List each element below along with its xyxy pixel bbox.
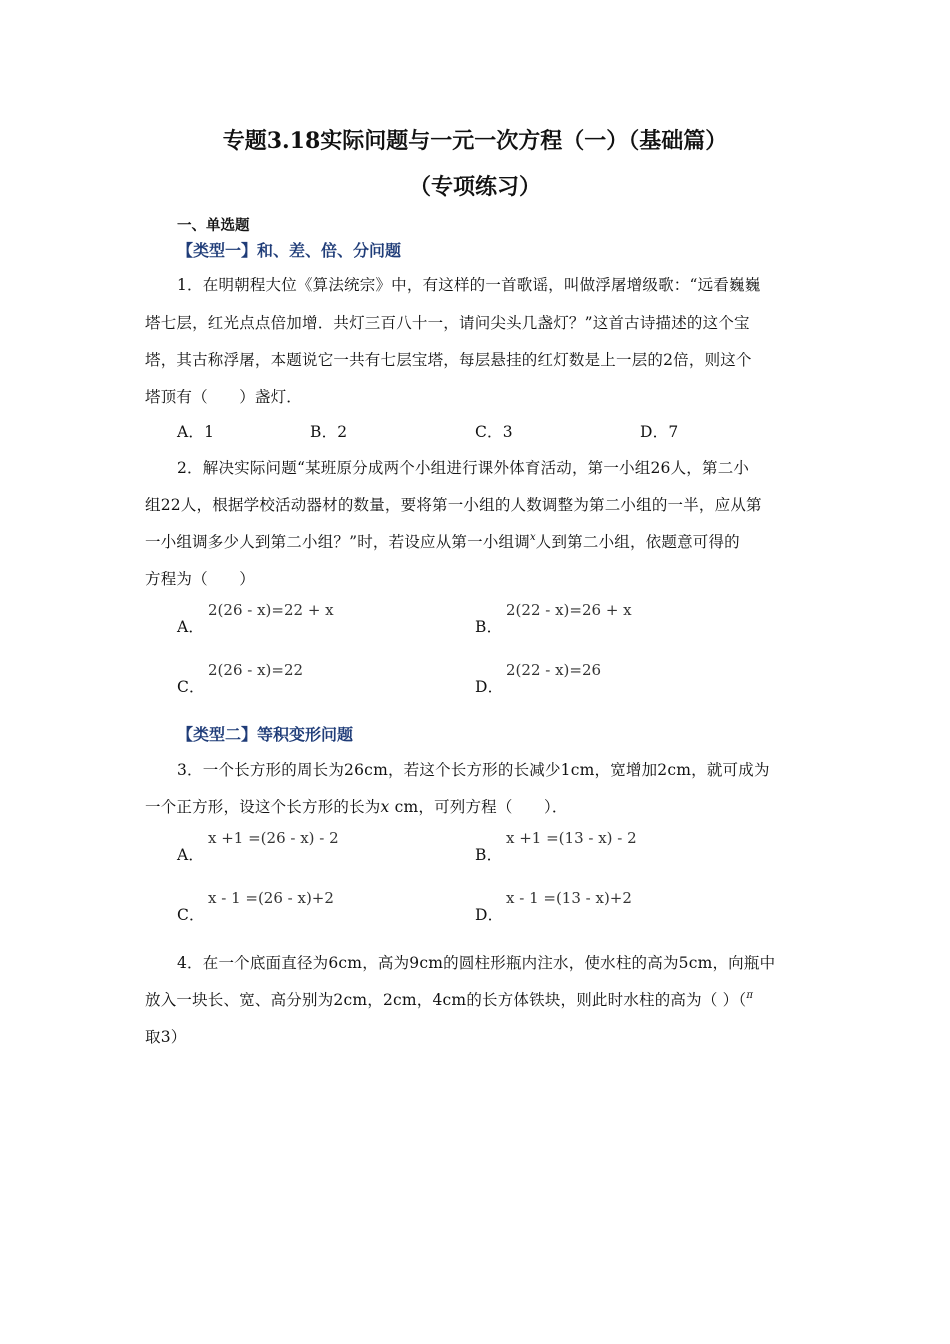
question-1-line-2: 塔七层，红光点点倍加增．共灯三百八十一，请问尖头几盏灯？”这首古诗描述的这个宝 bbox=[145, 314, 750, 332]
question-2-option-d-label: D． bbox=[475, 678, 504, 696]
question-2-option-c-label: C． bbox=[177, 678, 205, 696]
question-3-option-d-equation: x - 1 =(13 - x)+2 bbox=[506, 889, 632, 907]
question-4-line-2-text: 放入一块长、宽、高分别为2cm，2cm，4cm的长方体铁块，则此时水柱的高为（ ）（ bbox=[145, 991, 747, 1009]
type-two-heading: 【类型二】等积变形问题 bbox=[177, 725, 354, 744]
question-1-line-3: 塔，其古称浮屠，本题说它一共有七层宝塔，每层悬挂的红灯数是上一层的2倍，则这个 bbox=[145, 351, 752, 369]
question-3-line-2-text: 一个正方形，设这个长方形的长为 bbox=[145, 798, 381, 816]
question-1-line-1: 1．在明朝程大位《算法统宗》中，有这样的一首歌谣，叫做浮屠增级歌：“远看巍巍 bbox=[177, 276, 761, 294]
question-1-option-c: C．3 bbox=[475, 423, 513, 441]
pi-symbol: π bbox=[746, 990, 754, 1001]
question-4-line-3: 取3） bbox=[145, 1028, 187, 1046]
question-3-option-b-label: B． bbox=[475, 846, 503, 864]
question-2-option-d-equation: 2(22 - x)=26 bbox=[506, 661, 602, 679]
question-3-line-2-tail: cm，可列方程（ ）． bbox=[389, 798, 568, 816]
question-4-line-1: 4．在一个底面直径为6cm，高为9cm的圆柱形瓶内注水，使水柱的高为5cm，向瓶中 bbox=[177, 954, 776, 972]
question-4-line-2 bbox=[145, 988, 753, 1010]
question-2-line-2: 组22人，根据学校活动器材的数量，要将第一小组的人数调整为第二小组的一半，应从第 bbox=[145, 496, 762, 514]
question-3-option-c-label: C． bbox=[177, 906, 205, 924]
document-title: 专题3.18实际问题与一元一次方程（一）（基础篇） bbox=[222, 128, 728, 154]
question-3-option-d-label: D． bbox=[475, 906, 504, 924]
variable-x: x bbox=[380, 798, 390, 816]
question-3-option-b-equation: x +1 =(13 - x) - 2 bbox=[506, 829, 637, 847]
question-2-line-1: 2．解决实际问题“某班原分成两个小组进行课外体育活动，第一小组26人，第二小 bbox=[177, 459, 750, 477]
question-3-option-a-equation: x +1 =(26 - x) - 2 bbox=[208, 829, 339, 847]
question-1-option-d: D．7 bbox=[640, 423, 679, 441]
question-2-option-a-equation: 2(26 - x)=22 + x bbox=[208, 601, 334, 619]
document-subtitle: （专项练习） bbox=[408, 174, 541, 200]
question-2-option-c-equation: 2(26 - x)=22 bbox=[208, 661, 304, 679]
question-3-line-1: 3．一个长方形的周长为26cm，若这个长方形的长减少1cm，宽增加2cm，就可成为 bbox=[177, 761, 770, 779]
section-heading: 一、单选题 bbox=[177, 217, 250, 234]
question-2-option-b-label: B． bbox=[475, 618, 503, 636]
question-3-option-a-label: A． bbox=[177, 846, 205, 864]
question-2-line-3-tail: 人到第二小组，依题意可得的 bbox=[535, 533, 740, 551]
question-2-option-b-equation: 2(22 - x)=26 + x bbox=[506, 601, 632, 619]
question-1-option-b: B．2 bbox=[310, 423, 348, 441]
question-2-line-4: 方程为（ ） bbox=[145, 570, 255, 588]
type-one-heading: 【类型一】和、差、倍、分问题 bbox=[177, 241, 402, 260]
question-3-option-c-equation: x - 1 =(26 - x)+2 bbox=[208, 889, 334, 907]
variable-x: x bbox=[529, 532, 536, 543]
question-3-line-2 bbox=[145, 795, 568, 817]
question-2-line-3-text: 一小组调多少人到第二小组？”时，若设应从第一小组调 bbox=[145, 533, 530, 551]
question-1-option-a: A．1 bbox=[177, 423, 215, 441]
question-1-line-4: 塔顶有（ ）盏灯． bbox=[145, 388, 303, 406]
question-2-option-a-label: A． bbox=[177, 618, 205, 636]
question-2-line-3 bbox=[145, 530, 740, 552]
